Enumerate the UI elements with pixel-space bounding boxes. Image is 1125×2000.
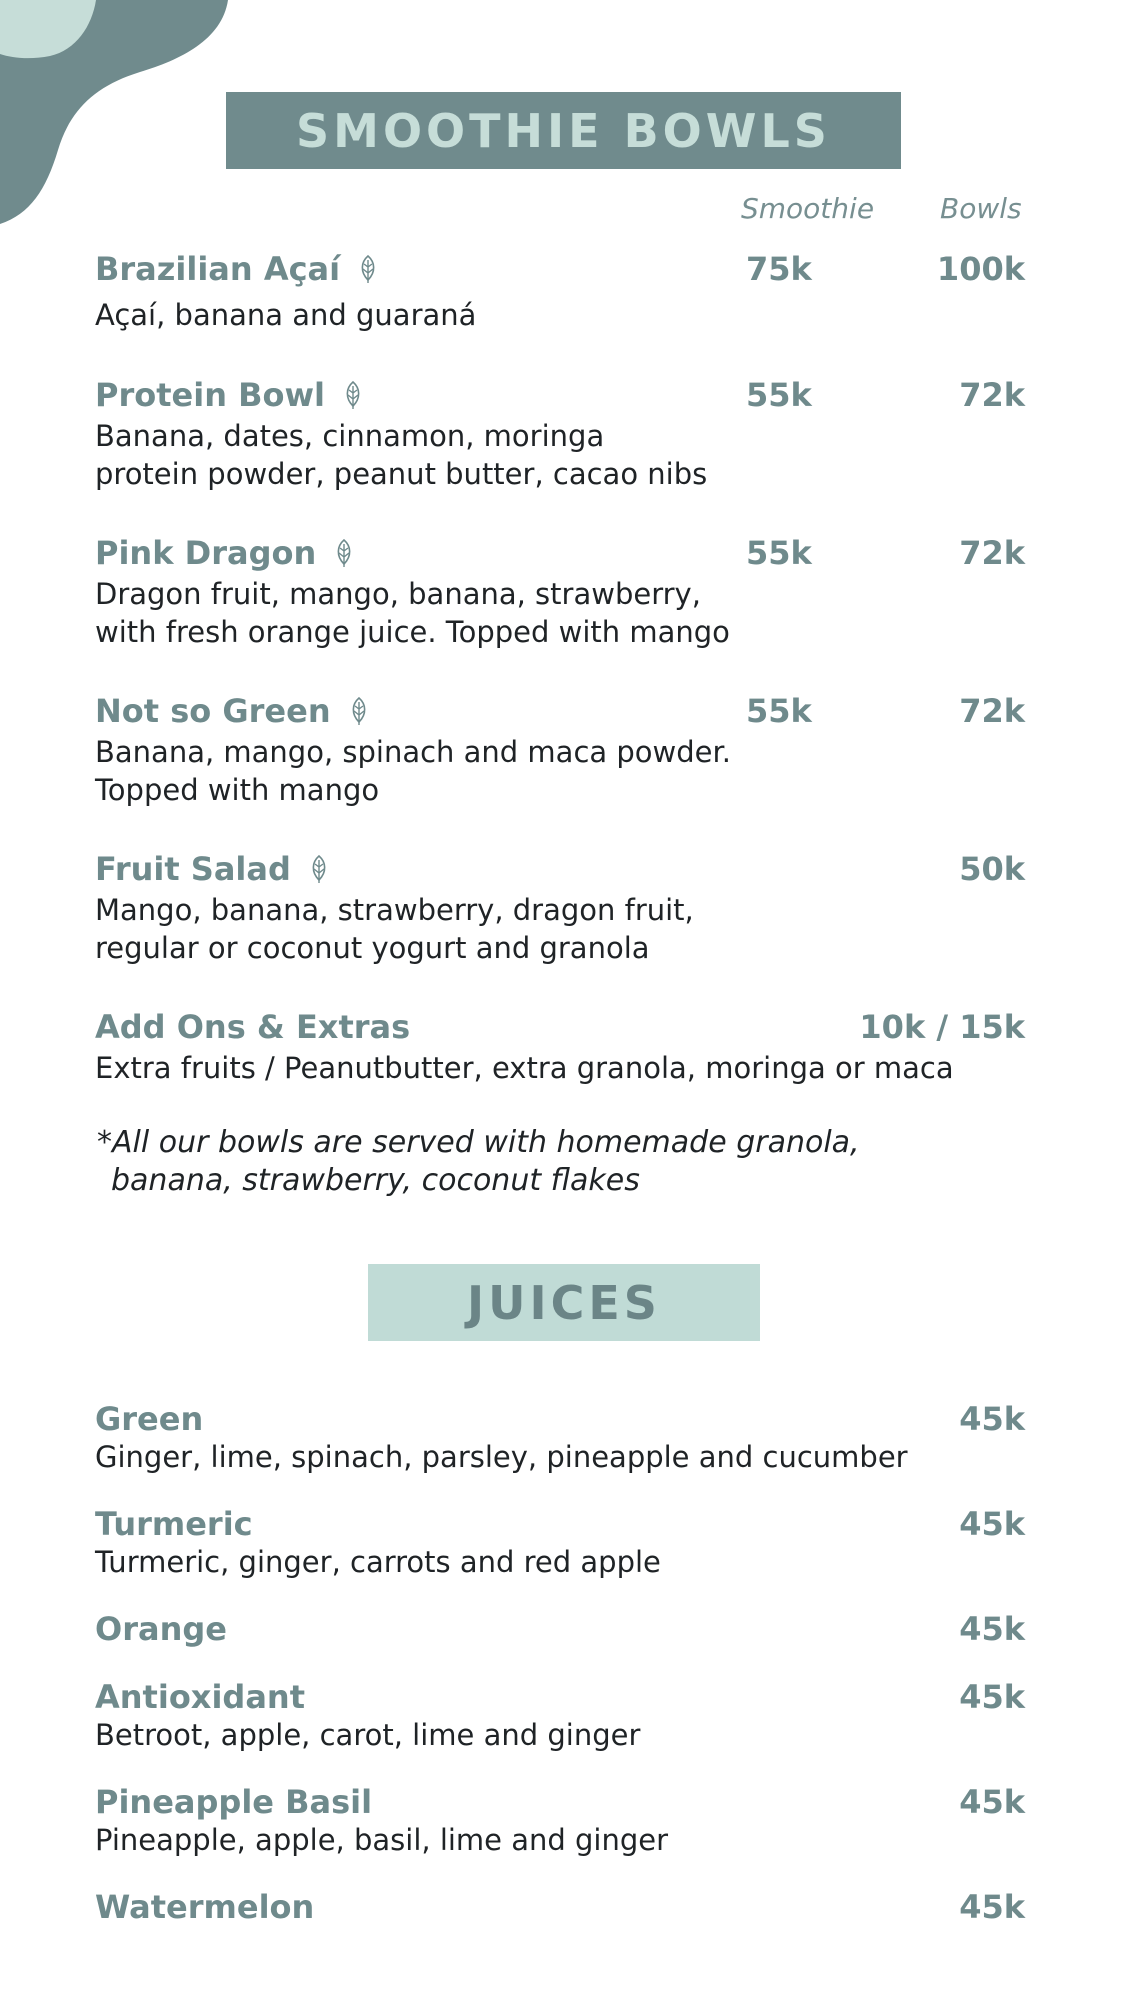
juice-name: Orange xyxy=(95,1610,227,1648)
juice-description: Betroot, apple, carot, lime and ginger xyxy=(95,1718,641,1752)
smoothie-price: 75k xyxy=(746,250,812,288)
juice-name: Turmeric xyxy=(95,1505,253,1543)
smoothie-price: 55k xyxy=(746,692,812,730)
smoothie-price: 55k xyxy=(746,376,812,414)
leaf-icon xyxy=(349,696,369,726)
item-description: regular or coconut yogurt and granola xyxy=(95,931,650,965)
smoothie-price: 55k xyxy=(746,534,812,572)
juice-name: Green xyxy=(95,1400,204,1438)
juice-price: 45k xyxy=(959,1678,1025,1716)
bowls-column-header: Bowls xyxy=(940,192,1022,225)
item-description: Açaí, banana and guaraná xyxy=(95,298,477,332)
juices-heading: JUICES xyxy=(368,1264,760,1341)
menu-item-name xyxy=(95,250,378,288)
juice-price: 45k xyxy=(959,1400,1025,1438)
addons-title: Add Ons & Extras xyxy=(95,1008,411,1046)
item-name-text: Protein Bowl xyxy=(95,376,326,414)
leaf-icon xyxy=(334,538,354,568)
item-description: with fresh orange juice. Topped with mango xyxy=(95,615,730,649)
bowl-price: 72k xyxy=(959,376,1025,414)
addons-price: 10k / 15k xyxy=(859,1008,1025,1046)
juice-description: Ginger, lime, spinach, parsley, pineapple and cucumber xyxy=(95,1440,908,1474)
item-description: protein powder, peanut butter, cacao nibs xyxy=(95,457,708,491)
juice-description: Turmeric, ginger, carrots and red apple xyxy=(95,1545,661,1579)
item-name-text: Pink Dragon xyxy=(95,534,317,572)
item-description: Banana, mango, spinach and maca powder. xyxy=(95,735,731,769)
juice-name: Watermelon xyxy=(95,1888,315,1926)
item-description: Dragon fruit, mango, banana, strawberry, xyxy=(95,577,701,611)
item-name-text: Fruit Salad xyxy=(95,850,291,888)
footnote-line: banana, strawberry, coconut flakes xyxy=(111,1163,640,1198)
juice-price: 45k xyxy=(959,1610,1025,1648)
leaf-icon xyxy=(309,854,329,884)
item-description: Banana, dates, cinnamon, moringa xyxy=(95,419,605,453)
bowl-price: 72k xyxy=(959,692,1025,730)
juice-description: Pineapple, apple, basil, lime and ginger xyxy=(95,1823,669,1857)
bowls-footnote xyxy=(97,1124,860,1200)
smoothie-column-header: Smoothie xyxy=(741,192,875,225)
juice-price: 45k xyxy=(959,1783,1025,1821)
juice-name: Pineapple Basil xyxy=(95,1783,373,1821)
corner-blob-decoration xyxy=(0,0,240,230)
addons-description: Extra fruits / Peanutbutter, extra granola, moringa or maca xyxy=(95,1051,954,1085)
item-description: Mango, banana, strawberry, dragon fruit, xyxy=(95,893,694,927)
leaf-icon xyxy=(358,254,378,284)
juice-price: 45k xyxy=(959,1888,1025,1926)
menu-item-name xyxy=(95,376,363,414)
bowl-price: 50k xyxy=(959,850,1025,888)
juice-name: Antioxidant xyxy=(95,1678,305,1716)
bowl-price: 100k xyxy=(936,250,1025,288)
item-description: Topped with mango xyxy=(95,773,380,807)
bowl-price: 72k xyxy=(959,534,1025,572)
smoothie-bowls-heading: SMOOTHIE BOWLS xyxy=(226,92,901,169)
menu-item-name xyxy=(95,534,354,572)
leaf-icon xyxy=(343,380,363,410)
juice-price: 45k xyxy=(959,1505,1025,1543)
item-name-text: Not so Green xyxy=(95,692,331,730)
menu-item-name xyxy=(95,850,329,888)
footnote-line: *All our bowls are served with homemade granola, xyxy=(97,1125,860,1160)
item-name-text: Brazilian Açaí xyxy=(95,250,341,288)
menu-item-name xyxy=(95,692,369,730)
